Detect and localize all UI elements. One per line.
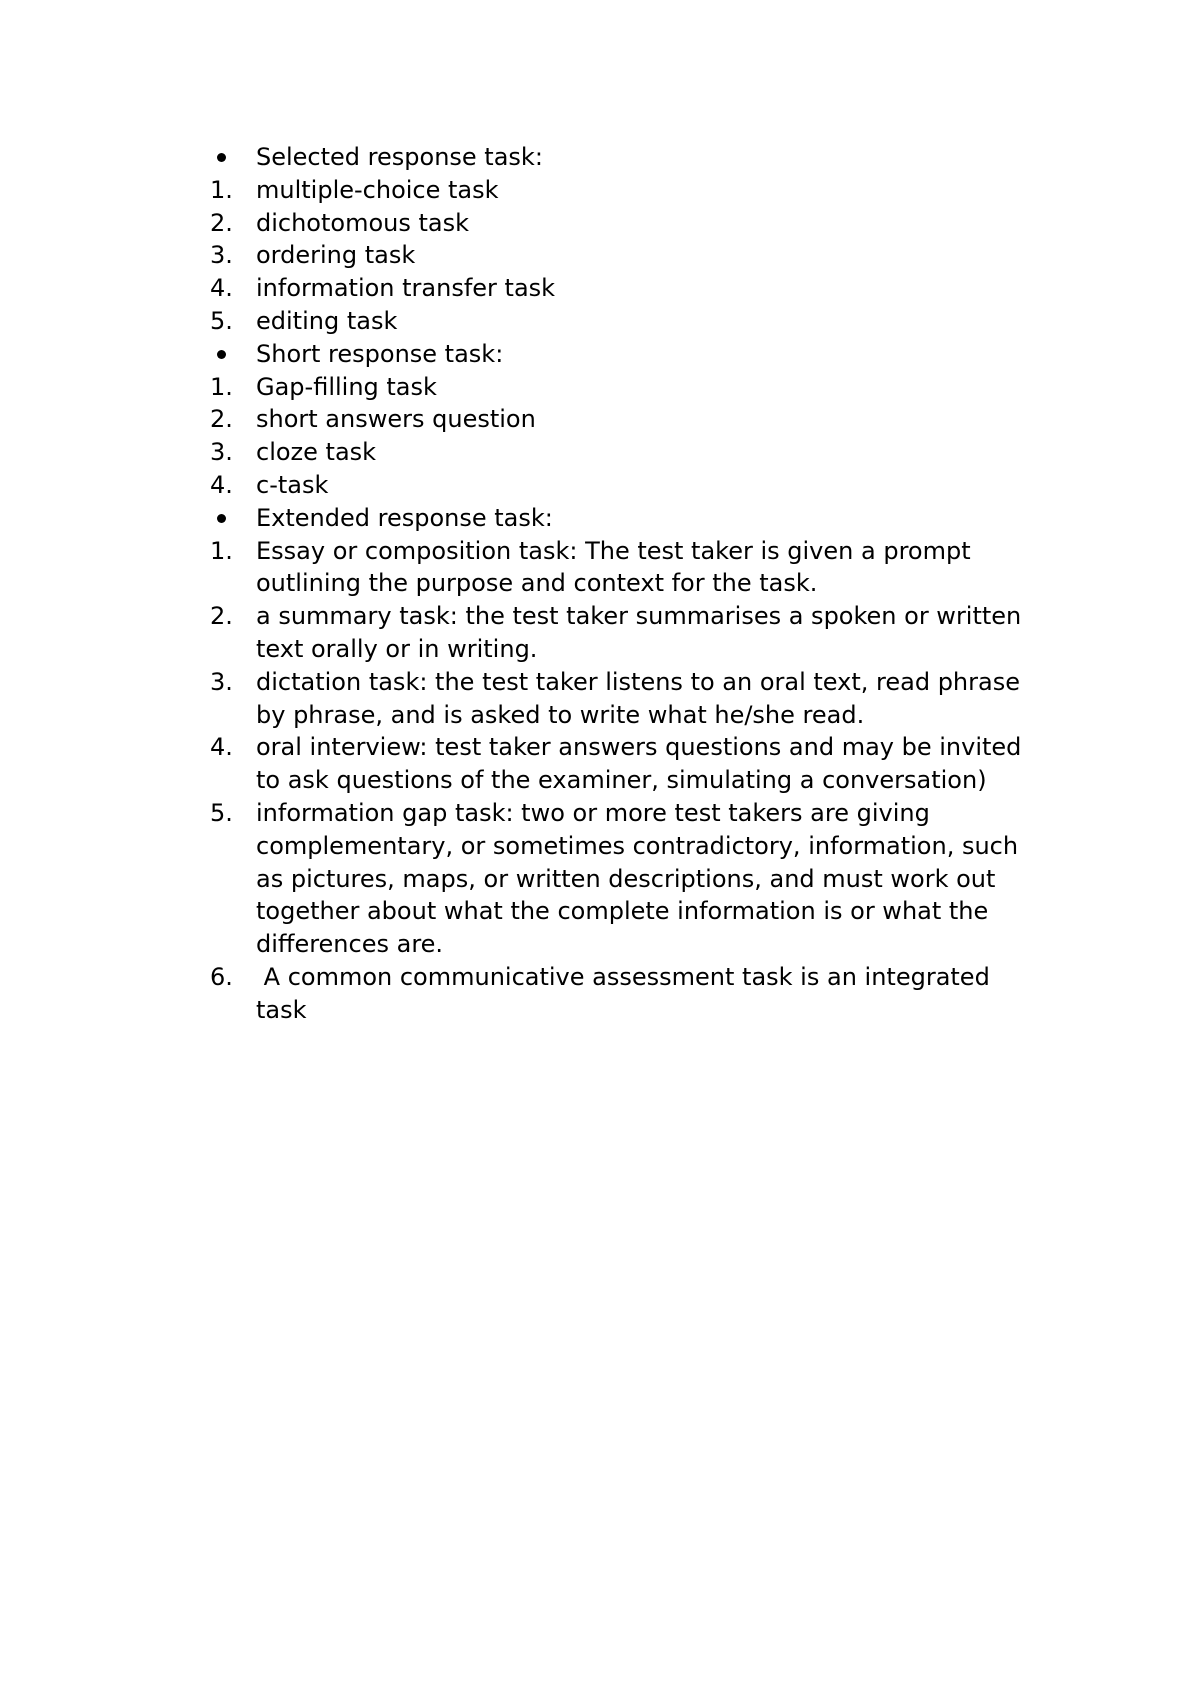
bullet-dot-icon bbox=[217, 153, 226, 162]
list-item bbox=[210, 600, 1030, 666]
list-number: 3. bbox=[210, 241, 233, 270]
bullet-marker bbox=[210, 141, 256, 174]
list-number: 2. bbox=[210, 602, 233, 631]
list-item-text: Essay or composition task: The test taker is given a prompt outlining the purpose and context for the task. bbox=[256, 536, 979, 598]
list-item bbox=[210, 797, 1030, 961]
list-item bbox=[210, 403, 1030, 436]
list-number: 1. bbox=[210, 372, 233, 401]
list-number: 4. bbox=[210, 470, 233, 499]
list-number: 4. bbox=[210, 274, 233, 303]
list-item bbox=[210, 469, 1030, 502]
list-item-text: ordering task bbox=[256, 241, 416, 270]
list-item-text: A common communicative assessment task is an integrated task bbox=[256, 962, 998, 1024]
list-number: 1. bbox=[210, 536, 233, 565]
list-item bbox=[210, 272, 1030, 305]
list-number: 2. bbox=[210, 405, 233, 434]
document-body bbox=[210, 141, 1030, 1027]
list-item bbox=[210, 371, 1030, 404]
list-item bbox=[210, 305, 1030, 338]
section-heading bbox=[210, 338, 1030, 371]
list-number: 2. bbox=[210, 208, 233, 237]
list-item-text: multiple-choice task bbox=[256, 175, 499, 204]
list-item bbox=[210, 731, 1030, 797]
list-item-text: Gap-filling task bbox=[256, 372, 437, 401]
list-number: 3. bbox=[210, 667, 233, 696]
list-item bbox=[210, 239, 1030, 272]
list-item bbox=[210, 666, 1030, 732]
list-item-text: dictation task: the test taker listens to an oral text, read phrase by phrase, and is asked to write what he/she read. bbox=[256, 667, 1028, 729]
list-item-text: information transfer task bbox=[256, 274, 556, 303]
list-number: 4. bbox=[210, 733, 233, 762]
list-item bbox=[210, 961, 1030, 1027]
section-heading-text: Selected response task: bbox=[256, 143, 543, 171]
bullet-dot-icon bbox=[217, 350, 226, 359]
list-item bbox=[210, 174, 1030, 207]
list-number: 6. bbox=[210, 962, 233, 991]
list-item bbox=[210, 436, 1030, 469]
list-number: 5. bbox=[210, 798, 233, 827]
list-item-text: editing task bbox=[256, 306, 398, 335]
list-item-text: short answers question bbox=[256, 405, 536, 434]
list-number: 3. bbox=[210, 438, 233, 467]
bullet-dot-icon bbox=[217, 514, 226, 523]
list-item-text: dichotomous task bbox=[256, 208, 470, 237]
section-heading-text: Extended response task: bbox=[256, 503, 553, 532]
list-item-text: oral interview: test taker answers questions and may be invited to ask questions of the examiner, simulating a conversation) bbox=[256, 733, 1030, 795]
bullet-marker bbox=[210, 502, 256, 535]
list-number: 5. bbox=[210, 306, 233, 335]
list-item-text: a summary task: the test taker summarises a spoken or written text orally or in writing. bbox=[256, 602, 1029, 663]
section-heading bbox=[210, 141, 1030, 174]
list-item bbox=[210, 207, 1030, 240]
section-heading-text: Short response task: bbox=[256, 339, 504, 368]
bullet-marker bbox=[210, 338, 256, 371]
list-item bbox=[210, 535, 1030, 601]
list-item-text: c-task bbox=[256, 470, 329, 499]
list-number: 1. bbox=[210, 175, 233, 204]
list-item-text: cloze task bbox=[256, 438, 377, 467]
list-item-text: information gap task: two or more test takers are giving complementary, or sometimes contradictory, information, such as pictures, maps, or written descriptions, and must work out together about what the complete information is or what the differences are. bbox=[256, 798, 1026, 959]
section-heading bbox=[210, 502, 1030, 535]
